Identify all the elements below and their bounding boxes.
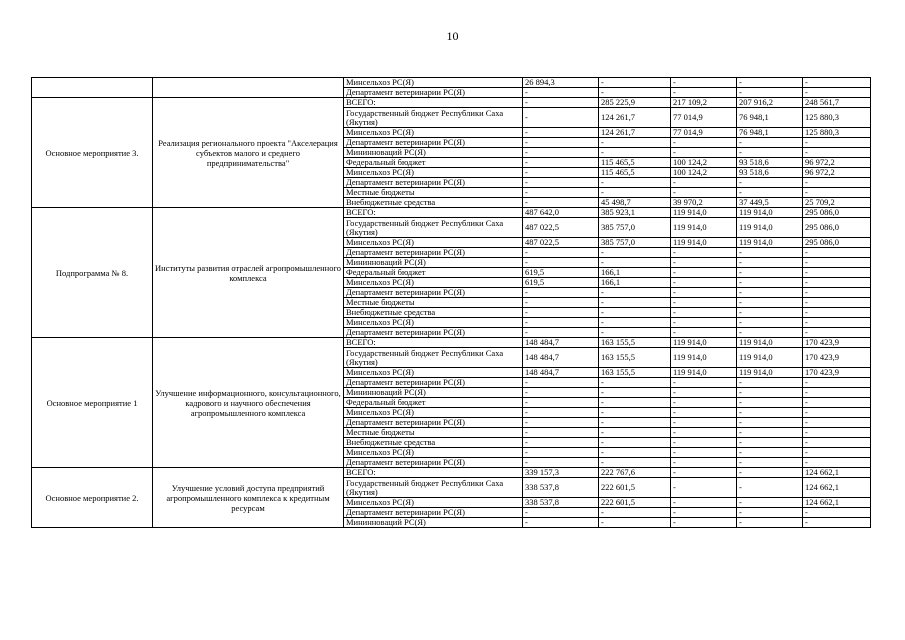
amount-cell: - [671,388,737,398]
amount-cell: - [737,408,803,418]
amount-cell: - [599,458,671,468]
amount-cell: - [737,398,803,408]
amount-cell: - [523,158,599,168]
amount-cell: 119 914,0 [737,218,803,238]
amount-cell: - [803,298,871,308]
funding-source-cell: Минсельхоз РС(Я) [344,318,523,328]
funding-source-cell: Мининноваций РС(Я) [344,518,523,528]
funding-source-cell: ВСЕГО: [344,338,523,348]
amount-cell: 93 518,6 [737,168,803,178]
amount-cell: - [737,518,803,528]
amount-cell: - [523,318,599,328]
amount-cell: - [671,318,737,328]
page-number: 10 [446,29,459,43]
amount-cell: 222 767,6 [599,468,671,478]
amount-cell: 124 662,1 [803,468,871,478]
amount-cell: 96 972,2 [803,158,871,168]
amount-cell: - [599,148,671,158]
amount-cell: - [737,258,803,268]
funding-source-cell: ВСЕГО: [344,208,523,218]
amount-cell: - [599,418,671,428]
funding-source-cell: Департамент ветеринарии РС(Я) [344,288,523,298]
amount-cell: - [671,288,737,298]
amount-cell: 385 757,0 [599,218,671,238]
amount-cell: - [671,138,737,148]
funding-source-cell: Мининноваций РС(Я) [344,258,523,268]
amount-cell: - [671,248,737,258]
amount-cell: 148 484,7 [523,338,599,348]
amount-cell: - [737,308,803,318]
amount-cell: 115 465,5 [599,158,671,168]
amount-cell: - [523,458,599,468]
amount-cell: - [523,128,599,138]
amount-cell: - [803,398,871,408]
funding-source-cell: Мининноваций РС(Я) [344,388,523,398]
amount-cell: 338 537,8 [523,498,599,508]
amount-cell: - [599,88,671,98]
funding-source-cell: Департамент ветеринарии РС(Я) [344,178,523,188]
funding-source-cell: Внебюджетные средства [344,438,523,448]
amount-cell: - [803,518,871,528]
amount-cell: 125 880,3 [803,128,871,138]
amount-cell: - [671,448,737,458]
amount-cell: - [803,178,871,188]
amount-cell: - [803,308,871,318]
amount-cell: 148 484,7 [523,368,599,378]
amount-cell: - [803,188,871,198]
amount-cell: - [737,428,803,438]
amount-cell: - [803,138,871,148]
amount-cell: 25 709,2 [803,198,871,208]
amount-cell: 207 916,2 [737,98,803,108]
amount-cell: 285 225,9 [599,98,671,108]
amount-cell: - [671,378,737,388]
amount-cell: - [803,378,871,388]
amount-cell: - [523,258,599,268]
amount-cell: - [599,78,671,88]
amount-cell: - [523,438,599,448]
funding-source-cell: Минсельхоз РС(Я) [344,448,523,458]
amount-cell: - [523,448,599,458]
amount-cell: - [737,468,803,478]
amount-cell: 619,5 [523,268,599,278]
amount-cell: - [599,328,671,338]
table-row [32,338,871,348]
amount-cell: 222 601,5 [599,498,671,508]
amount-cell: - [599,288,671,298]
program-name-cell [153,78,344,98]
amount-cell: - [671,88,737,98]
funding-source-cell: Мининноваций РС(Я) [344,148,523,158]
amount-cell: - [599,388,671,398]
amount-cell: 119 914,0 [671,348,737,368]
amount-cell: - [671,258,737,268]
amount-cell: 76 948,1 [737,108,803,128]
funding-source-cell: Местные бюджеты [344,188,523,198]
funding-source-cell: Департамент ветеринарии РС(Я) [344,328,523,338]
amount-cell: 119 914,0 [671,238,737,248]
amount-cell: - [737,298,803,308]
amount-cell: 338 537,8 [523,478,599,498]
amount-cell: - [599,428,671,438]
amount-cell: - [671,438,737,448]
amount-cell: - [737,328,803,338]
amount-cell: - [671,148,737,158]
amount-cell: - [671,518,737,528]
funding-source-cell: Минсельхоз РС(Я) [344,128,523,138]
amount-cell: - [803,288,871,298]
amount-cell: - [671,298,737,308]
amount-cell: 119 914,0 [671,368,737,378]
amount-cell: - [737,88,803,98]
amount-cell: - [671,458,737,468]
amount-cell: - [523,178,599,188]
amount-cell: 124 662,1 [803,478,871,498]
budget-table [31,77,871,528]
amount-cell: - [737,248,803,258]
amount-cell: - [599,398,671,408]
amount-cell: - [599,318,671,328]
amount-cell: - [523,298,599,308]
amount-cell: 119 914,0 [737,348,803,368]
funding-source-cell: Федеральный бюджет [344,398,523,408]
amount-cell: - [737,388,803,398]
amount-cell: - [599,178,671,188]
program-name-cell: Улучшение информационного, консультационного, кадрового и научного обеспечения агропромышленного комплекса [153,338,344,468]
amount-cell: - [737,498,803,508]
amount-cell: 119 914,0 [737,338,803,348]
amount-cell: - [803,428,871,438]
amount-cell: - [671,508,737,518]
amount-cell: 37 449,5 [737,198,803,208]
amount-cell: - [523,88,599,98]
amount-cell: 385 757,0 [599,238,671,248]
amount-cell: - [803,458,871,468]
amount-cell: - [599,448,671,458]
amount-cell: 125 880,3 [803,108,871,128]
funding-source-cell: Федеральный бюджет [344,158,523,168]
event-cell: Основное мероприятие 3. [32,98,153,208]
amount-cell: 119 914,0 [671,208,737,218]
amount-cell: 487 022,5 [523,218,599,238]
funding-source-cell: Минсельхоз РС(Я) [344,168,523,178]
funding-source-cell: Департамент ветеринарии РС(Я) [344,458,523,468]
amount-cell: - [737,138,803,148]
event-cell: Подпрограмма № 8. [32,208,153,338]
amount-cell: 163 155,5 [599,368,671,378]
amount-cell: - [671,408,737,418]
funding-source-cell: ВСЕГО: [344,98,523,108]
amount-cell: - [523,248,599,258]
funding-source-cell: Минсельхоз РС(Я) [344,498,523,508]
funding-source-cell: Департамент ветеринарии РС(Я) [344,378,523,388]
funding-source-cell: Минсельхоз РС(Я) [344,278,523,288]
amount-cell: 166,1 [599,278,671,288]
budget-table-body [32,78,871,528]
amount-cell: 385 923,1 [599,208,671,218]
amount-cell: - [671,478,737,498]
amount-cell: - [523,148,599,158]
amount-cell: - [523,508,599,518]
amount-cell: 77 014,9 [671,128,737,138]
amount-cell: 119 914,0 [737,208,803,218]
amount-cell: 124 261,7 [599,108,671,128]
amount-cell: - [671,178,737,188]
amount-cell: 119 914,0 [671,218,737,238]
funding-source-cell: Государственный бюджет Республики Саха (Якутия) [344,218,523,238]
amount-cell: - [803,418,871,428]
funding-source-cell: Местные бюджеты [344,298,523,308]
amount-cell: 619,5 [523,278,599,288]
amount-cell: - [671,328,737,338]
amount-cell: - [671,428,737,438]
amount-cell: - [671,278,737,288]
amount-cell: 166,1 [599,268,671,278]
amount-cell: - [737,288,803,298]
amount-cell: - [803,318,871,328]
funding-source-cell: Департамент ветеринарии РС(Я) [344,418,523,428]
amount-cell: - [523,428,599,438]
amount-cell: - [671,308,737,318]
program-name-cell: Улучшение условий доступа предприятий агропромышленного комплекса к кредитным ресурсам [153,468,344,528]
amount-cell: 96 972,2 [803,168,871,178]
amount-cell: - [671,498,737,508]
amount-cell: 295 086,0 [803,208,871,218]
amount-cell: - [803,328,871,338]
amount-cell: 222 601,5 [599,478,671,498]
amount-cell: 487 642,0 [523,208,599,218]
amount-cell: - [671,78,737,88]
amount-cell: - [599,138,671,148]
amount-cell: - [523,518,599,528]
amount-cell: - [523,308,599,318]
amount-cell: 295 086,0 [803,238,871,248]
event-cell [32,78,153,98]
amount-cell: 339 157,3 [523,468,599,478]
amount-cell: - [523,138,599,148]
amount-cell: - [803,268,871,278]
amount-cell: - [599,518,671,528]
amount-cell: 77 014,9 [671,108,737,128]
amount-cell: - [523,168,599,178]
amount-cell: - [737,478,803,498]
amount-cell: - [599,438,671,448]
amount-cell: - [737,508,803,518]
amount-cell: - [671,188,737,198]
funding-source-cell: Государственный бюджет Республики Саха (Якутия) [344,108,523,128]
amount-cell: - [523,98,599,108]
amount-cell: - [803,78,871,88]
amount-cell: - [803,258,871,268]
amount-cell: - [737,418,803,428]
amount-cell: 115 465,5 [599,168,671,178]
amount-cell: 119 914,0 [737,368,803,378]
amount-cell: - [599,308,671,318]
table-row [32,98,871,108]
amount-cell: - [599,258,671,268]
amount-cell: 26 894,3 [523,78,599,88]
amount-cell: - [803,438,871,448]
amount-cell: - [803,408,871,418]
amount-cell: 217 109,2 [671,98,737,108]
amount-cell: - [803,448,871,458]
amount-cell: - [737,178,803,188]
amount-cell: 170 423,9 [803,338,871,348]
funding-source-cell: Минсельхоз РС(Я) [344,368,523,378]
amount-cell: 124 261,7 [599,128,671,138]
funding-source-cell: Департамент ветеринарии РС(Я) [344,508,523,518]
amount-cell: - [737,278,803,288]
amount-cell: - [671,398,737,408]
amount-cell: - [803,278,871,288]
funding-source-cell: Государственный бюджет Республики Саха (Якутия) [344,348,523,368]
amount-cell: 124 662,1 [803,498,871,508]
amount-cell: - [523,288,599,298]
amount-cell: - [671,268,737,278]
amount-cell: 295 086,0 [803,218,871,238]
amount-cell: 487 022,5 [523,238,599,248]
amount-cell: - [671,468,737,478]
amount-cell: - [523,198,599,208]
amount-cell: 100 124,2 [671,158,737,168]
program-name-cell: Реализация регионального проекта "Акселерация субъектов малого и среднего предпринимательства" [153,98,344,208]
program-name-cell: Институты развития отраслей агропромышленного комплекса [153,208,344,338]
event-cell: Основное мероприятие 2. [32,468,153,528]
amount-cell: 170 423,9 [803,348,871,368]
amount-cell: - [803,88,871,98]
amount-cell: - [523,378,599,388]
amount-cell: 148 484,7 [523,348,599,368]
amount-cell: - [803,388,871,398]
amount-cell: 163 155,5 [599,338,671,348]
table-row [32,468,871,478]
amount-cell: - [523,108,599,128]
funding-source-cell: Федеральный бюджет [344,268,523,278]
amount-cell: - [523,418,599,428]
amount-cell: - [599,248,671,258]
amount-cell: - [523,398,599,408]
amount-cell: - [803,248,871,258]
amount-cell: - [737,188,803,198]
amount-cell: - [523,188,599,198]
funding-source-cell: Минсельхоз РС(Я) [344,78,523,88]
funding-source-cell: Департамент ветеринарии РС(Я) [344,88,523,98]
funding-source-cell: ВСЕГО: [344,468,523,478]
amount-cell: - [599,378,671,388]
funding-source-cell: Департамент ветеринарии РС(Я) [344,138,523,148]
amount-cell: - [737,458,803,468]
amount-cell: - [737,78,803,88]
amount-cell: - [737,318,803,328]
amount-cell: - [737,438,803,448]
amount-cell: - [599,298,671,308]
funding-source-cell: Внебюджетные средства [344,198,523,208]
funding-source-cell: Минсельхоз РС(Я) [344,408,523,418]
amount-cell: - [523,388,599,398]
amount-cell: - [671,418,737,428]
amount-cell: 119 914,0 [737,238,803,248]
amount-cell: - [523,408,599,418]
funding-source-cell: Минсельхоз РС(Я) [344,238,523,248]
table-row [32,208,871,218]
table-row [32,78,871,88]
funding-source-cell: Внебюджетные средства [344,308,523,318]
funding-source-cell: Государственный бюджет Республики Саха (Якутия) [344,478,523,498]
amount-cell: 45 498,7 [599,198,671,208]
amount-cell: 248 561,7 [803,98,871,108]
amount-cell: - [737,268,803,278]
amount-cell: 76 948,1 [737,128,803,138]
amount-cell: 39 970,2 [671,198,737,208]
amount-cell: 119 914,0 [671,338,737,348]
amount-cell: - [523,328,599,338]
amount-cell: - [737,148,803,158]
amount-cell: 170 423,9 [803,368,871,378]
funding-source-cell: Местные бюджеты [344,428,523,438]
amount-cell: 100 124,2 [671,168,737,178]
amount-cell: - [599,188,671,198]
amount-cell: 93 518,6 [737,158,803,168]
amount-cell: - [737,448,803,458]
amount-cell: - [599,408,671,418]
amount-cell: 163 155,5 [599,348,671,368]
amount-cell: - [599,508,671,518]
amount-cell: - [737,378,803,388]
amount-cell: - [803,508,871,518]
event-cell: Основное мероприятие 1 [32,338,153,468]
funding-source-cell: Департамент ветеринарии РС(Я) [344,248,523,258]
amount-cell: - [803,148,871,158]
